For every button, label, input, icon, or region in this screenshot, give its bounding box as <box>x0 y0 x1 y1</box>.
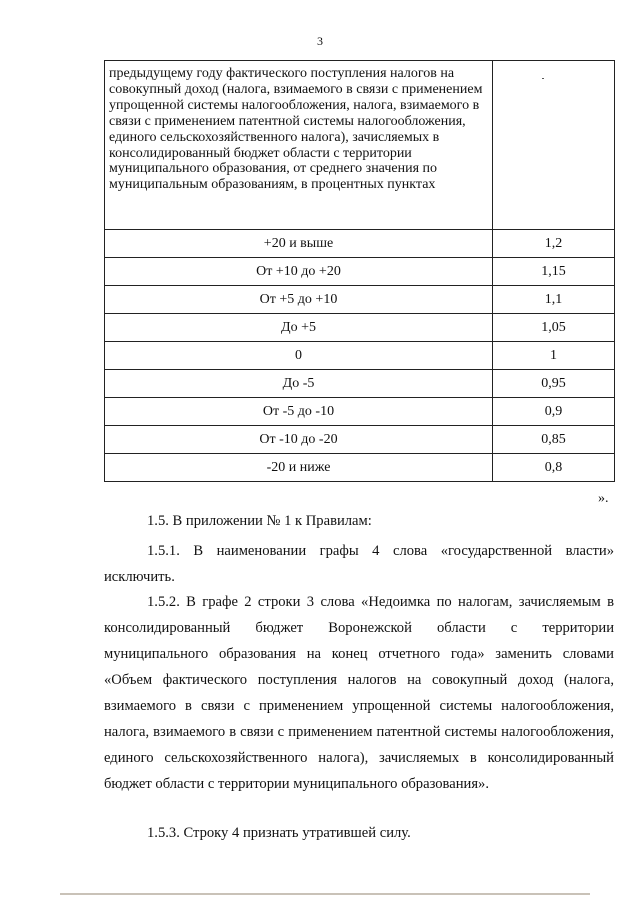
range-cell: До -5 <box>105 370 493 398</box>
paragraph-1-5-1: 1.5.1. В наименовании графы 4 слова «государственной власти» исключить. <box>104 543 614 585</box>
table-row <box>105 258 615 286</box>
table-row <box>105 230 615 258</box>
table-row <box>105 314 615 342</box>
table-row <box>105 342 615 370</box>
table-row <box>105 286 615 314</box>
table-row <box>105 398 615 426</box>
value-cell: 1,15 <box>493 258 615 286</box>
scan-speck <box>542 78 544 79</box>
range-cell: -20 и ниже <box>105 454 493 482</box>
range-cell: До +5 <box>105 314 493 342</box>
value-cell: 1 <box>493 342 615 370</box>
table-header-text: предыдущему году фактического поступления налогов на совокупный доход (налога, взимаемого в связи с применением упрощенной системы налогообложения, налога, взимаемого в связи с применением патентной системы налогообложения, единого сельскохозяйственного налога), зачисляемых в консолидированный бюджет области с территории муниципального образования, от среднего значения по муниципальным образованиям, в процентных пунктах <box>105 61 493 230</box>
range-cell: +20 и выше <box>105 230 493 258</box>
value-cell: 0,85 <box>493 426 615 454</box>
table-row <box>105 370 615 398</box>
coefficient-table <box>104 60 615 482</box>
value-cell: 1,1 <box>493 286 615 314</box>
paragraph-1-5-3: 1.5.3. Строку 4 признать утратившей силу. <box>147 825 411 841</box>
value-cell: 1,05 <box>493 314 615 342</box>
range-cell: От +5 до +10 <box>105 286 493 314</box>
closing-quote: ». <box>598 491 609 506</box>
paragraph-1-5-2: 1.5.2. В графе 2 строки 3 слова «Недоимка по налогам, зачисляемым в консолидированный бюджет Воронежской области с территории муниципального образования на конец отчетного года» заменить словами «Объем фактического поступления налогов на совокупный доход (налога, взимаемого в связи с применением упрощенной системы налогообложения, налога, взимаемого в связи с применением патентной системы налогообложения, единого сельскохозяйственного налога), зачисляемых в консолидированный бюджет области с территории муниципального образования». <box>104 594 614 792</box>
range-cell: От +10 до +20 <box>105 258 493 286</box>
page-number: 3 <box>317 34 323 48</box>
value-cell: 0,8 <box>493 454 615 482</box>
table-header-empty-cell <box>493 61 615 230</box>
table-header-row <box>105 61 615 230</box>
range-cell: От -5 до -10 <box>105 398 493 426</box>
table-row <box>105 426 615 454</box>
paragraph-1-5: 1.5. В приложении № 1 к Правилам: <box>147 513 372 529</box>
scan-bottom-edge <box>60 893 590 895</box>
range-cell: От -10 до -20 <box>105 426 493 454</box>
value-cell: 0,95 <box>493 370 615 398</box>
value-cell: 0,9 <box>493 398 615 426</box>
table-row <box>105 454 615 482</box>
range-cell: 0 <box>105 342 493 370</box>
value-cell: 1,2 <box>493 230 615 258</box>
